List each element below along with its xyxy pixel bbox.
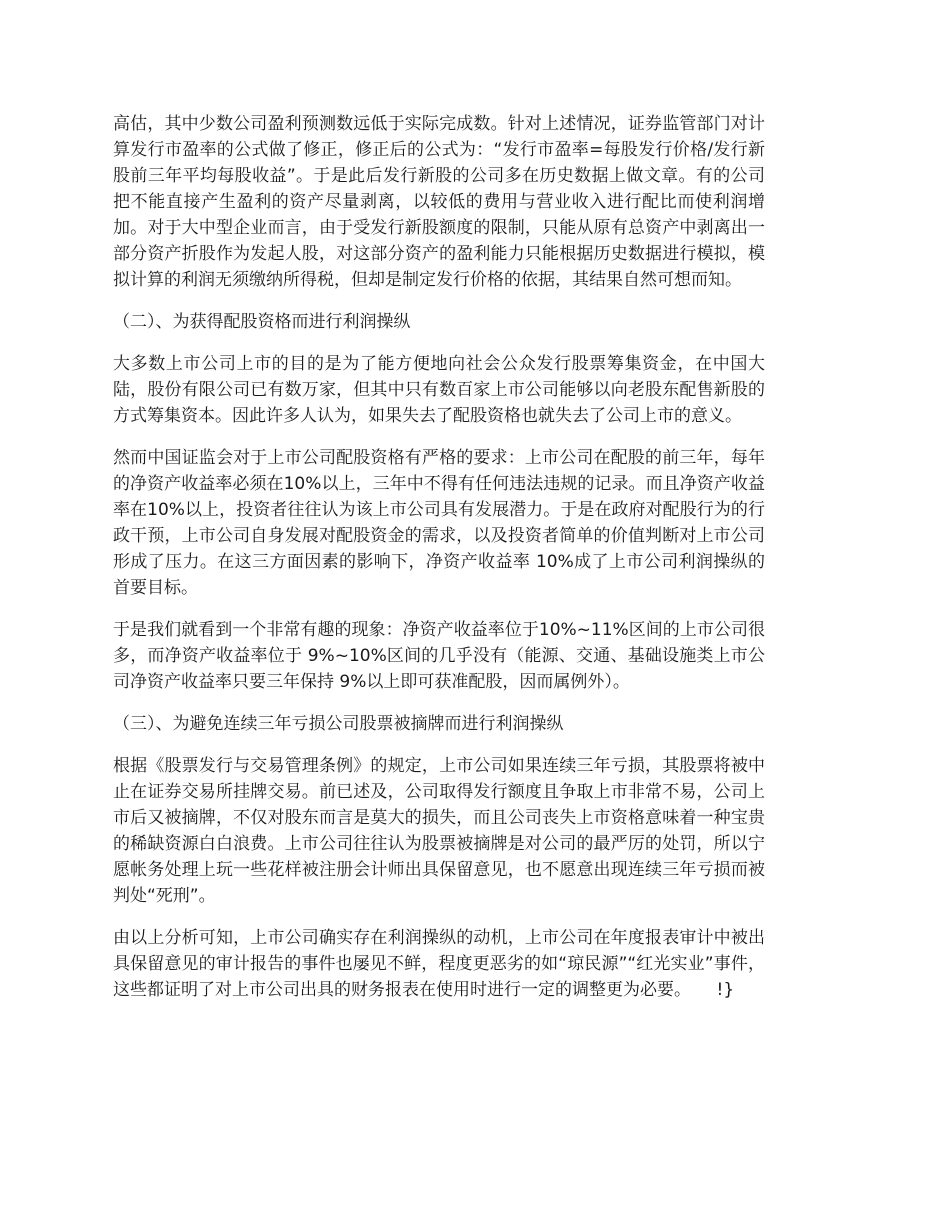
document-body <box>113 111 765 1019</box>
paragraph-ipo-pricing: 高估，其中少数公司盈利预测数远低于实际完成数。针对上述情况，证券监管部门对计算发行市盈率的公式做了修正，修正后的公式为：“发行市盈率=每股发行价格/发行新股前三年平均每股收益”。于是此后发行新股的公司多在历史数据上做文章。有的公司把不能直接产生盈利的资产尽量剥离，以较低的费用与营业收入进行配比而使利润增加。对于大中型企业而言，由于受发行新股额度的限制，只能从原有总资产中剥离出一部分资产折股作为发起人股，对这部分资产的盈利能力只能根据历史数据进行模拟，模拟计算的利润无须缴纳所得税，但却是制定发行价格的依据，其结果自然可想而知。 <box>113 114 765 290</box>
paragraph-rights-issue-purpose: 大多数上市公司上市的目的是为了能方便地向社会公众发行股票筹集资金，在中国大陆，股份有限公司已有数万家，但其中只有数百家上市公司能够以向老股东配售新股的方式筹集资本。因此许多人认为，如果失去了配股资格也就失去了公司上市的意义。 <box>113 354 765 426</box>
section-heading-delisting: （三）、为避免连续三年亏损公司股票被摘牌而进行利润操纵 <box>113 714 564 734</box>
paragraph-csrc-requirements: 然而中国证监会对于上市公司配股资格有严格的要求：上市公司在配股的前三年，每年的净资产收益率必须在10%以上，三年中不得有任何违法违规的记录。而且净资产收益率在10%以上，投资者往往认为该上市公司具有发展潜力。于是在政府对配股行为的行政干预，上市公司自身发展对配股资金的需求，以及投资者简单的价值判断对上市公司形成了压力。在这三方面因素的影响下，净资产收益率 10%成了上市公司利润操纵的首要目标。 <box>113 448 765 598</box>
paragraph-conclusion: 由以上分析可知，上市公司确实存在利润操纵的动机，上市公司在年度报表审计中被出具保留意见的审计报告的事件也屡见不鲜，程度更恶劣的如“琼民源”“红光实业”事件，这些都证明了对上市公司出具的财务报表在使用时进行一定的调整更为必要。 !} <box>113 928 765 1000</box>
paragraph-roe-phenomenon: 于是我们就看到一个非常有趣的现象：净资产收益率位于10%~11%区间的上市公司很多，而净资产收益率位于 9%~10%区间的几乎没有（能源、交通、基础设施类上市公司净资产收益率只要三年保持 9%以上即可获准配股，因而属例外）。 <box>113 620 765 692</box>
section-heading-rights-issue: （二）、为获得配股资格而进行利润操纵 <box>113 312 411 332</box>
paragraph-delisting-rules: 根据《股票发行与交易管理条例》的规定，上市公司如果连续三年亏损，其股票将被中止在证券交易所挂牌交易。前已述及，公司取得发行额度且争取上市非常不易，公司上市后又被摘牌，不仅对股东而言是莫大的损失，而且公司丧失上市资格意味着一种宝贵的稀缺资源白白浪费。上市公司往往认为股票被摘牌是对公司的最严厉的处罚，所以宁愿帐务处理上玩一些花样被注册会计师出具保留意见，也不愿意出现连续三年亏损而被判处“死刑”。 <box>113 756 765 906</box>
